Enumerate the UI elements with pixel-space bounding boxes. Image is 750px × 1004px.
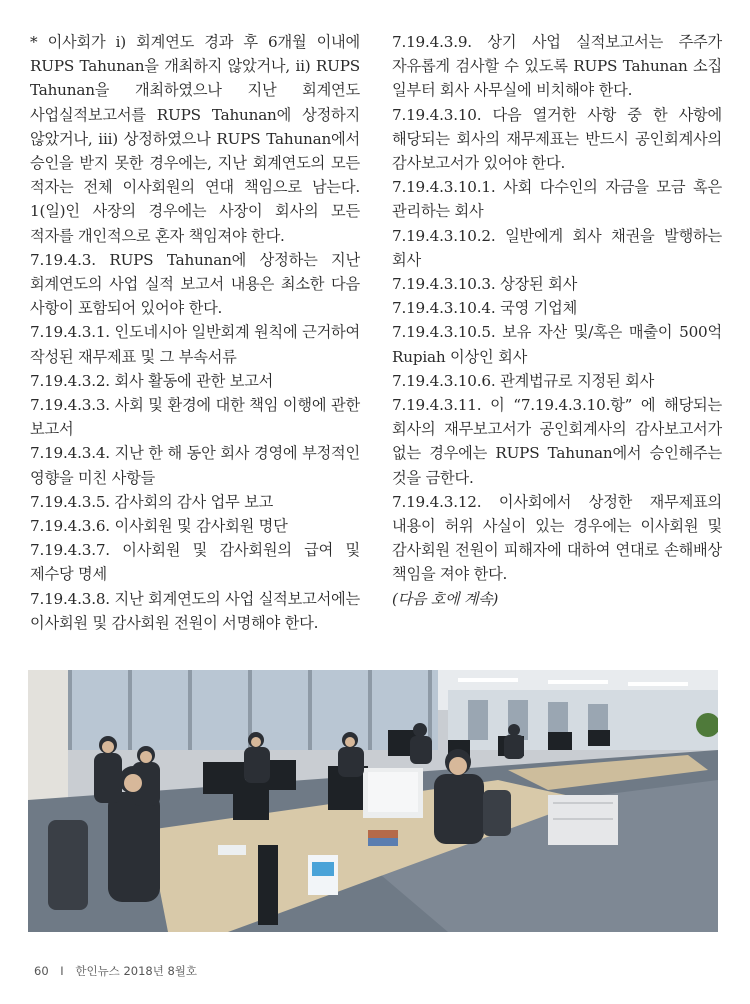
- paragraph-director-liability: * 이사회가 i) 회계연도 경과 후 6개월 이내에 RUPS Tahunan을 개최하지 않았거나, ii) RUPS Tahunan을 개최하였으나 지난 회계연도 사업실적보고서를 RUPS Tahunan에 상정하지 않았거나, iii) 상정하였으나 RUPS Tahunan에서 승인을 받지 못한 경우에는, 지난 회계연도의 모든 적자는 전체 이사회원의 연대 책임으로 남는다. 1(일)인 사장의 경우에는 사장이 회사의 모든 적자를 개인적으로 혼자 책임져야 한다.: [30, 33, 360, 245]
- paragraph-7-19-4-3-10-5: 7.19.4.3.10.5. 보유 자산 및/혹은 매출이 500억 Rupiah 이상인 회사: [392, 323, 722, 366]
- paragraph-7-19-4-3-2: 7.19.4.3.2. 회사 활동에 관한 보고서: [30, 371, 274, 390]
- paragraph-7-19-4-3-10-3: 7.19.4.3.10.3. 상장된 회사: [392, 275, 578, 294]
- paragraph-7-19-4-3-9: 7.19.4.3.9. 상기 사업 실적보고서는 주주가 자유롭게 검사할 수 있도록 RUPS Tahunan 소집 일부터 회사 사무실에 비치해야 한다.: [392, 33, 722, 100]
- left-text-column: [30, 30, 360, 635]
- paragraph-7-19-4-3-7: 7.19.4.3.7. 이사회원 및 감사회원의 급여 및 제수당 명세: [30, 541, 360, 584]
- paragraph-7-19-4-3-10-2: 7.19.4.3.10.2. 일반에게 회사 채권을 발행하는 회사: [392, 226, 722, 269]
- paragraph-7-19-4-3-3: 7.19.4.3.3. 사회 및 환경에 대한 책임 이행에 관한 보고서: [30, 396, 360, 439]
- paragraph-7-19-4-3: 7.19.4.3. RUPS Tahunan에 상정하는 지난 회계연도의 사업 실적 보고서 내용은 최소한 다음 사항이 포함되어 있어야 한다.: [30, 250, 360, 318]
- page-number: 60: [34, 964, 49, 978]
- paragraph-7-19-4-3-12: 7.19.4.3.12. 이사회에서 상정한 재무제표의 내용이 허위 사실이 있는 경우에는 이사회원 및 감사회원 전원이 피해자에 대하여 연대로 손해배상 책임을 져야 한다.: [392, 492, 722, 584]
- continued-note: (다음 호에 계속): [392, 589, 499, 608]
- paragraph-7-19-4-3-10-1: 7.19.4.3.10.1. 사회 다수인의 자금을 모금 혹은 관리하는 회사: [392, 178, 722, 221]
- paragraph-7-19-4-3-6: 7.19.4.3.6. 이사회원 및 감사회원 명단: [30, 517, 288, 536]
- paragraph-7-19-4-3-8: 7.19.4.3.8. 지난 회계연도의 사업 실적보고서에는 이사회원 및 감사회원 전원이 서명해야 한다.: [30, 589, 360, 632]
- footer-separator: I: [60, 964, 64, 978]
- office-photo: [28, 670, 718, 932]
- page-footer: [34, 963, 205, 979]
- paragraph-7-19-4-3-5: 7.19.4.3.5. 감사회의 감사 업무 보고: [30, 492, 274, 511]
- paragraph-7-19-4-3-10: 7.19.4.3.10. 다음 열거한 사항 중 한 사항에 해당되는 회사의 재무제표는 반드시 공인회계사의 감사보고서가 있어야 한다.: [392, 105, 722, 173]
- publication-name: 한인뉴스 2018년 8월호: [75, 964, 198, 978]
- paragraph-7-19-4-3-10-6: 7.19.4.3.10.6. 관계법규로 지정된 회사: [392, 371, 655, 390]
- paragraph-7-19-4-3-10-4: 7.19.4.3.10.4. 국영 기업체: [392, 299, 578, 318]
- paragraph-7-19-4-3-11: 7.19.4.3.11. 이 “7.19.4.3.10.항” 에 해당되는 회사의 재무보고서가 공인회계사의 감사보고서가 없는 경우에는 RUPS Tahunan에서 승인해주는 것을 금한다.: [392, 396, 722, 487]
- right-text-column: [392, 30, 722, 611]
- paragraph-7-19-4-3-1: 7.19.4.3.1. 인도네시아 일반회계 원칙에 근거하여 작성된 재무제표 및 그 부속서류: [30, 323, 360, 366]
- paragraph-7-19-4-3-4: 7.19.4.3.4. 지난 한 해 동안 회사 경영에 부정적인 영향을 미친 사항들: [30, 444, 360, 487]
